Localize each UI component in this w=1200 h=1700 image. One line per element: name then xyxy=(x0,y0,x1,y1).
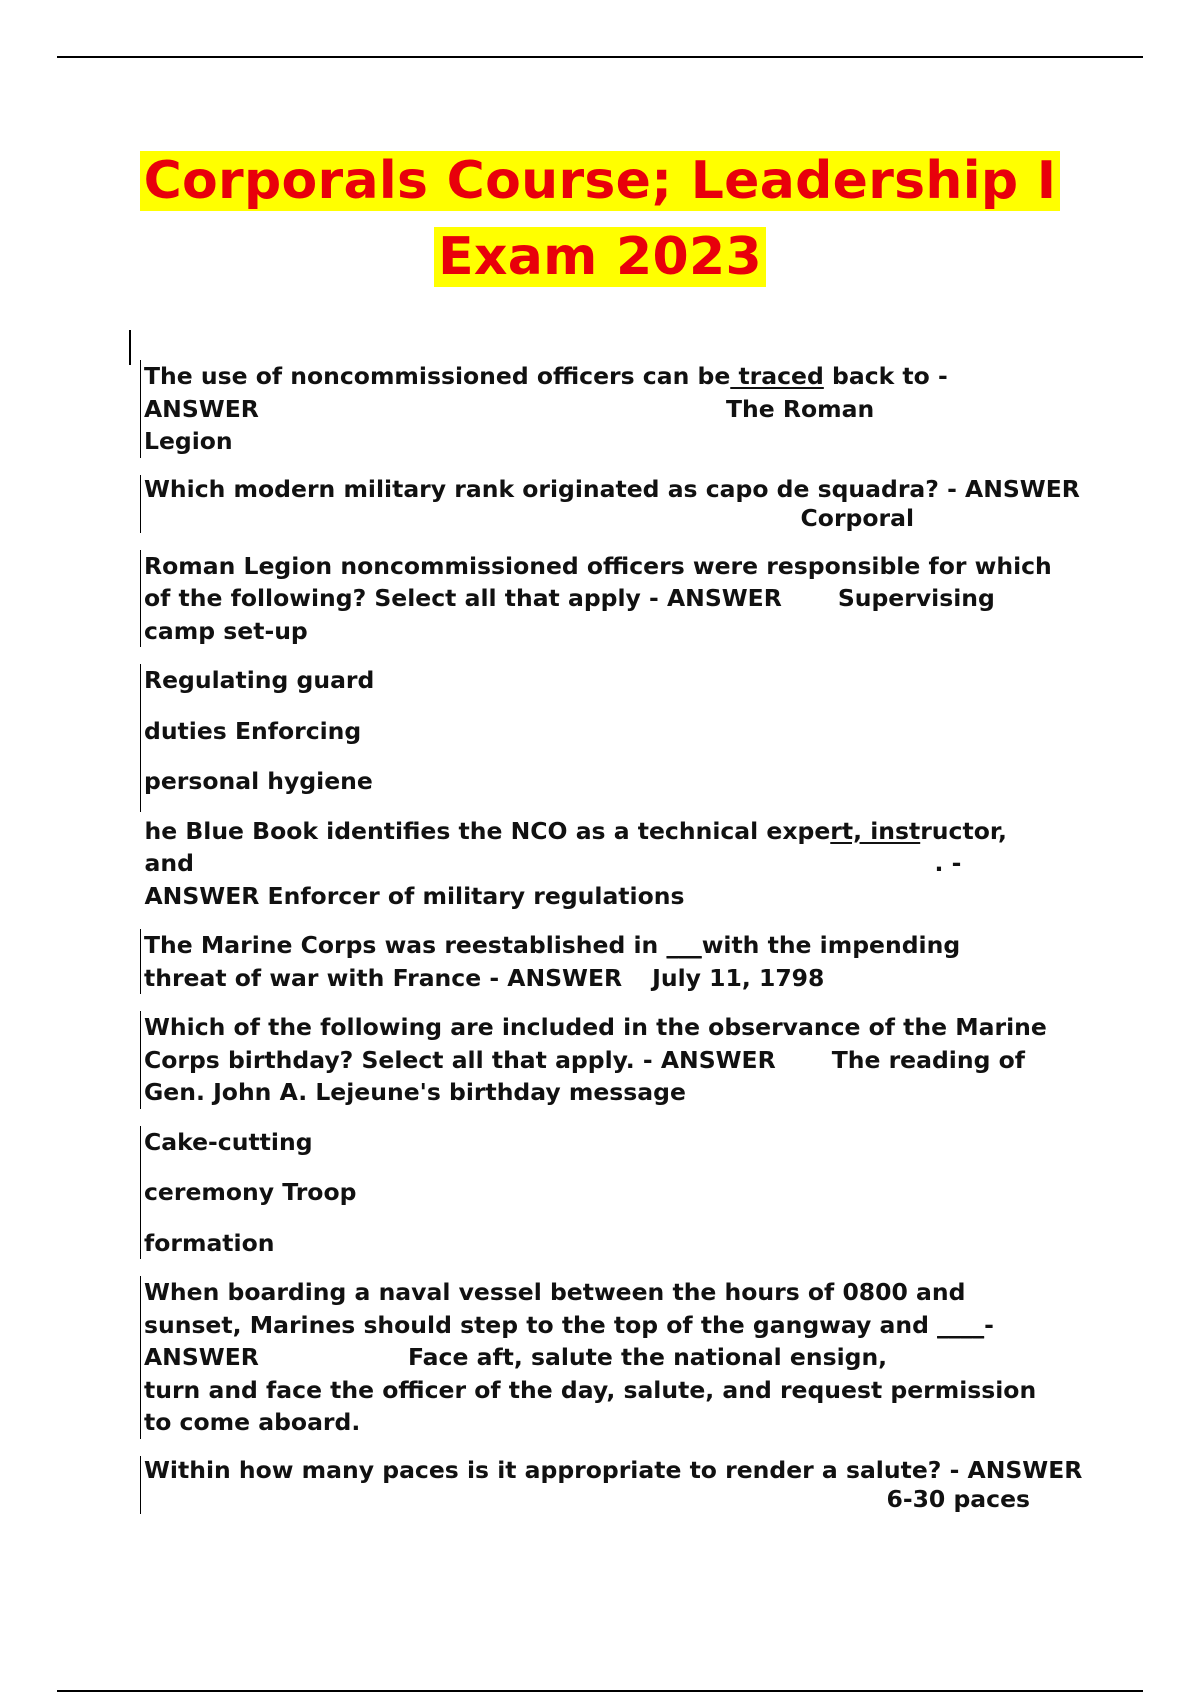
question-text: When boarding a naval vessel between the hours of 0800 and xyxy=(144,1278,966,1306)
answer-text: 6-30 paces xyxy=(886,1484,1030,1513)
answer-text: Corporal xyxy=(800,503,914,532)
answer-text: The reading of xyxy=(831,1045,1025,1074)
qa-item-5 xyxy=(140,929,1100,994)
question-text: Which modern military rank originated as capo de squadra? - ANSWER xyxy=(144,474,1080,503)
qa-item-7 xyxy=(140,1276,1100,1439)
answer-label: ANSWER xyxy=(144,881,260,910)
question-text: Roman Legion noncommissioned officers were responsible for which xyxy=(144,551,1052,580)
bottom-rule xyxy=(57,1690,1143,1692)
question-text: ructor, xyxy=(920,816,1007,845)
answer-text: to come aboard. xyxy=(144,1408,361,1436)
question-text: . - xyxy=(934,849,962,877)
question-text: he Blue Book identifies the NCO as a technical expe xyxy=(144,816,831,845)
answer-text: turn and face the officer of the day, salute, and request permission xyxy=(144,1375,1037,1404)
question-text: The use of noncommissioned officers can be xyxy=(144,362,731,390)
blank: ____ xyxy=(937,1310,985,1339)
qa-list xyxy=(140,360,1100,1531)
answer-text: The Roman xyxy=(726,394,875,423)
title-line-2: Exam 2023 xyxy=(434,227,766,287)
answer-label: ANSWER xyxy=(144,1343,259,1371)
answer-text: Gen. John A. Lejeune's birthday message xyxy=(144,1078,686,1106)
question-text: back to - xyxy=(823,362,948,390)
question-text: sunset, Marines should step to the top of the gangway and xyxy=(144,1310,938,1339)
question-text: The Marine Corps was reestablished in xyxy=(144,931,667,959)
question-text: Which of the following are included in the observance of the Marine xyxy=(144,1013,1047,1041)
qa-item-6 xyxy=(140,1011,1100,1109)
question-text: with the impending xyxy=(701,931,961,959)
qa-item-4 xyxy=(140,815,1100,913)
question-text: - xyxy=(984,1310,994,1339)
qa-item-3-extra xyxy=(140,664,1100,812)
answer-text: Cake-cutting xyxy=(144,1127,313,1156)
answer-text: camp set-up xyxy=(144,616,308,645)
answer-text: July 11, 1798 xyxy=(652,963,825,992)
answer-text: Regulating guard xyxy=(144,666,375,694)
answer-text: duties Enforcing xyxy=(144,716,362,745)
answer-text: Enforcer of military regulations xyxy=(267,881,685,910)
qa-item-2 xyxy=(140,475,1100,533)
answer-text: Legion xyxy=(144,427,233,455)
title-line-1: Corporals Course; Leadership I xyxy=(140,151,1061,211)
question-text: Within how many paces is it appropriate to render a salute? - ANSWER xyxy=(144,1455,1083,1484)
question-text: of the following? Select all that apply - ANSWER xyxy=(144,584,782,612)
answer-text: ceremony Troop xyxy=(144,1178,357,1206)
answer-text: Face aft, salute the national ensign, xyxy=(408,1343,888,1371)
qa-item-3 xyxy=(140,550,1100,648)
qa-item-6-extra xyxy=(140,1126,1100,1260)
qa-item-1 xyxy=(140,360,1100,458)
question-text: Corps birthday? Select all that apply. - ANSWER xyxy=(144,1045,776,1074)
question-text: threat of war with France - ANSWER xyxy=(144,963,623,992)
answer-text: Supervising xyxy=(837,584,995,612)
question-text: and xyxy=(144,849,194,877)
top-rule xyxy=(57,56,1143,58)
text-cursor xyxy=(129,330,131,365)
answer-label: ANSWER xyxy=(144,394,259,423)
underlined-text: rt, inst xyxy=(830,816,921,845)
underlined-text: traced xyxy=(730,362,824,390)
answer-text: personal hygiene xyxy=(144,767,373,795)
blank: ___ xyxy=(666,931,702,959)
answer-text: formation xyxy=(144,1228,275,1257)
document-title xyxy=(0,143,1200,295)
qa-item-8 xyxy=(140,1456,1100,1514)
